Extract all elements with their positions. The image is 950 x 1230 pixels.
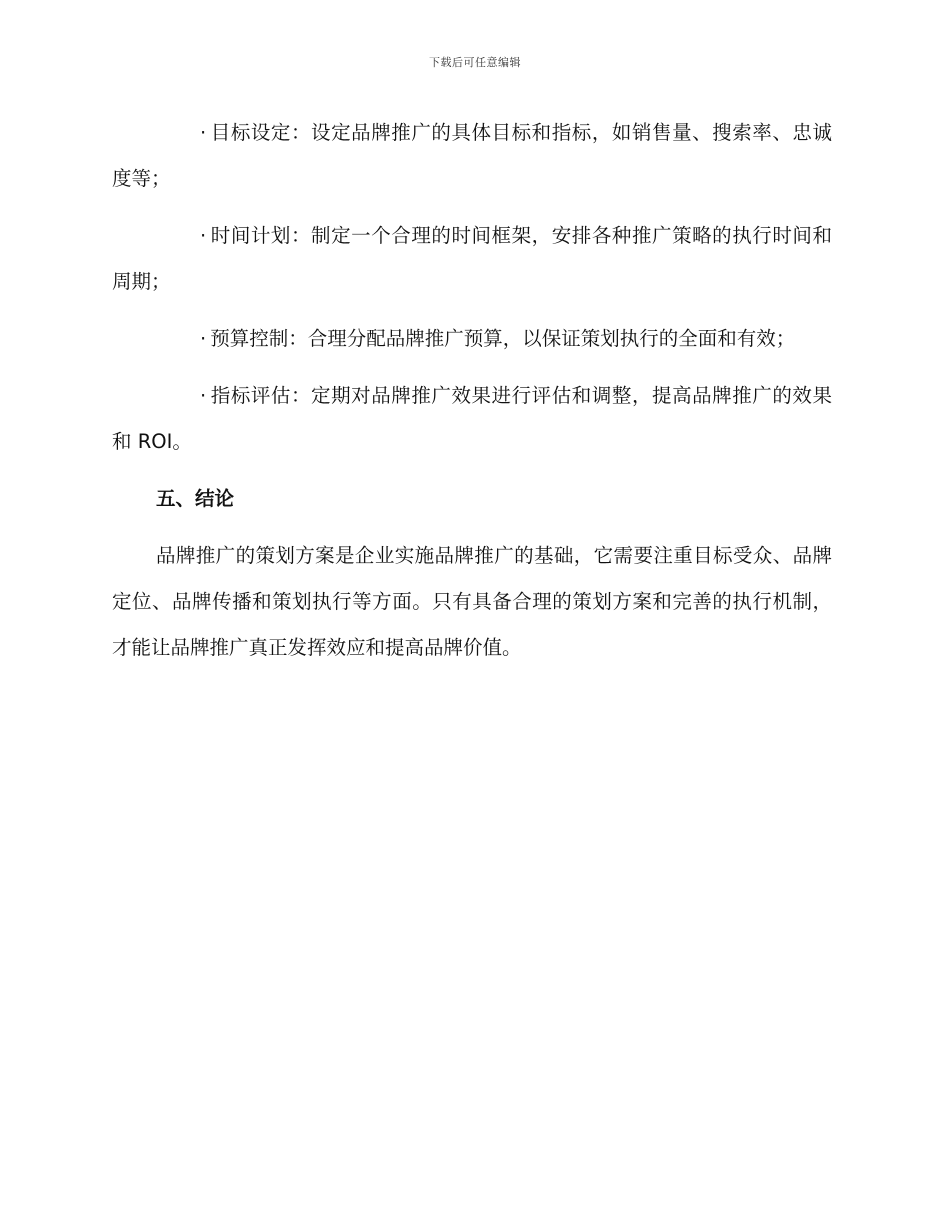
bullet-item-budget-control <box>112 316 832 362</box>
bullet-item-goal-setting <box>112 110 832 202</box>
bullet-item-time-plan <box>112 213 832 305</box>
bullet-label: 目标设定： <box>210 121 312 144</box>
bullet-label: 预算控制： <box>210 327 308 350</box>
bullet-label: 时间计划： <box>210 224 312 247</box>
bullet-item-metric-evaluation <box>112 373 832 465</box>
document-body <box>112 110 832 682</box>
bullet-dot: · <box>200 121 207 144</box>
bullet-text: 合理分配品牌推广预算，以保证策划执行的全面和有效； <box>307 327 796 350</box>
bullet-dot: · <box>200 384 207 407</box>
bullet-text: 制定一个合理的时间框架，安排各种推广策略的执行时间和周期； <box>112 224 832 293</box>
conclusion-paragraph: 品牌推广的策划方案是企业实施品牌推广的基础，它需要注重目标受众、品牌定位、品牌传播和策划执行等方面。只有具备合理的策划方案和完善的执行机制，才能让品牌推广真正发挥效应和提高品牌价值。 <box>112 544 832 659</box>
section-heading-conclusion: 五、结论 <box>156 487 235 510</box>
bullet-text: 定期对品牌推广效果进行评估和调整，提高品牌推广的效果和 ROI。 <box>112 384 832 453</box>
bullet-dot: · <box>200 327 207 350</box>
bullet-label: 指标评估： <box>210 384 312 407</box>
bullet-dot: · <box>200 224 207 247</box>
bullet-text: 设定品牌推广的具体目标和指标，如销售量、搜索率、忠诚度等； <box>112 121 832 190</box>
page-header-note: 下载后可任意编辑 <box>429 56 521 69</box>
